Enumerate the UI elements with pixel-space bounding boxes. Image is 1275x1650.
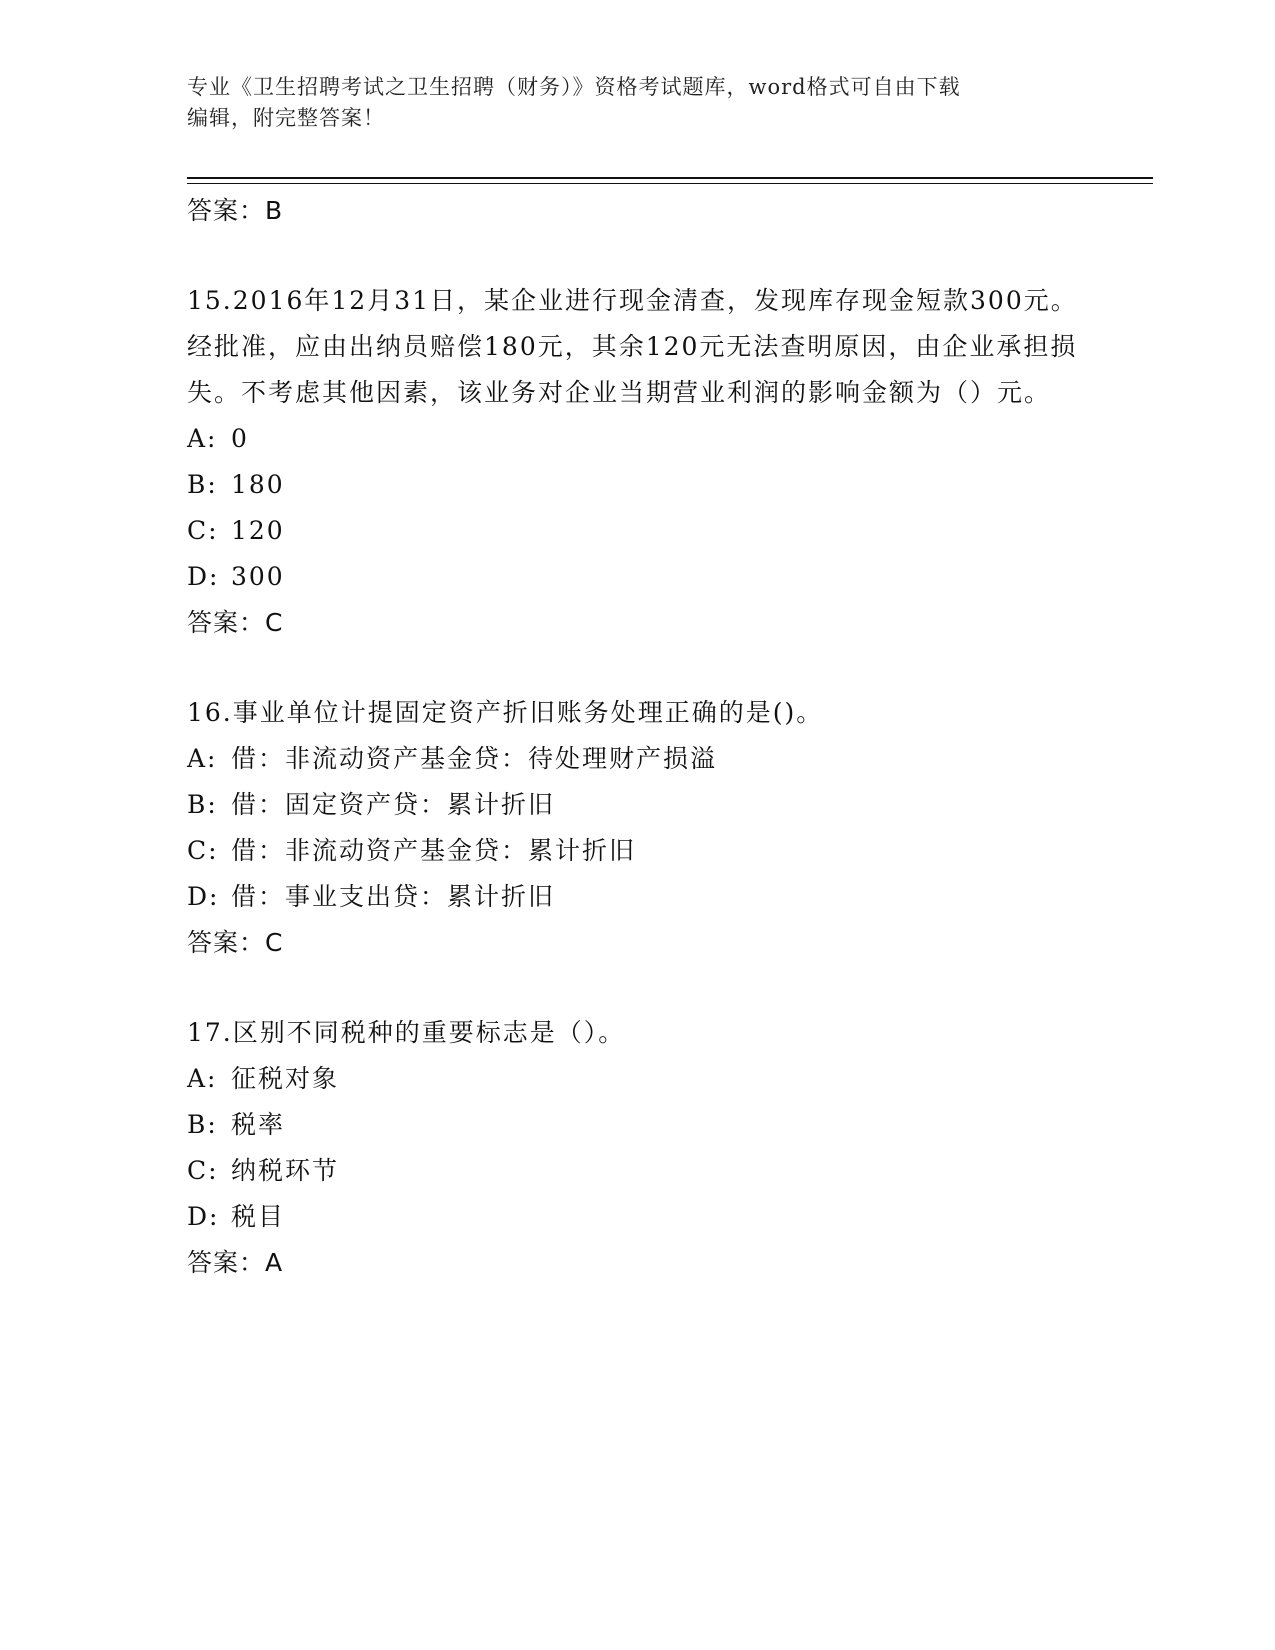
question-stem: 16.事业单位计提固定资产折旧账务处理正确的是()。	[187, 698, 824, 727]
option-letter: B:	[187, 790, 218, 819]
option-a	[187, 416, 1087, 462]
option-text: 300	[231, 562, 285, 591]
option-c	[187, 508, 1087, 554]
option-text: 0	[231, 424, 249, 453]
option-text: 税率	[231, 1110, 286, 1139]
option-letter: B:	[187, 1110, 218, 1139]
option-letter: C:	[187, 516, 219, 545]
question-16	[187, 690, 1087, 966]
previous-answer: 答案：B	[187, 196, 284, 225]
question-stem: 17.区别不同税种的重要标志是（）。	[187, 1018, 626, 1047]
answer-line: 答案：C	[187, 608, 284, 637]
option-text: 借：非流动资产基金贷：待处理财产损溢	[231, 744, 718, 773]
option-text: 征税对象	[231, 1064, 340, 1093]
answer-line: 答案：A	[187, 1248, 284, 1277]
header-divider-thin	[187, 183, 1153, 184]
option-d	[187, 1194, 1087, 1240]
option-text: 180	[231, 470, 285, 499]
question-list	[187, 188, 1087, 1330]
option-b	[187, 1102, 1087, 1148]
question-15	[187, 278, 1087, 646]
option-c	[187, 828, 1087, 874]
option-letter: A:	[187, 744, 218, 773]
option-a	[187, 736, 1087, 782]
option-text: 借：非流动资产基金贷：累计折旧	[231, 836, 637, 865]
document-header	[187, 72, 1087, 134]
question-stem: 15.2016年12月31日，某企业进行现金清查，发现库存现金短款300元。经批准，应由出纳员赔偿180元，其余120元无法查明原因，由企业承担损失。不考虑其他因素，该业务对企业当期营业利润的影响金额为（）元。	[187, 286, 1078, 407]
option-text: 借：事业支出贷：累计折旧	[231, 882, 556, 911]
option-a	[187, 1056, 1087, 1102]
header-line-2: 编辑，附完整答案！	[187, 106, 385, 130]
option-c	[187, 1148, 1087, 1194]
option-letter: B:	[187, 470, 218, 499]
question-17	[187, 1010, 1087, 1286]
option-text: 借：固定资产贷：累计折旧	[231, 790, 556, 819]
option-d	[187, 554, 1087, 600]
header-line-1: 专业《卫生招聘考试之卫生招聘（财务）》资格考试题库，word格式可自由下载	[187, 75, 961, 99]
answer-line: 答案：C	[187, 928, 284, 957]
option-letter: A:	[187, 1064, 218, 1093]
option-letter: A:	[187, 424, 218, 453]
option-d	[187, 874, 1087, 920]
option-b	[187, 782, 1087, 828]
option-letter: C:	[187, 836, 219, 865]
option-letter: D:	[187, 882, 220, 911]
option-letter: C:	[187, 1156, 219, 1185]
option-b	[187, 462, 1087, 508]
option-text: 120	[231, 516, 285, 545]
option-letter: D:	[187, 562, 220, 591]
option-letter: D:	[187, 1202, 220, 1231]
option-text: 纳税环节	[231, 1156, 340, 1185]
header-divider-thick	[187, 177, 1153, 179]
option-text: 税目	[231, 1202, 286, 1231]
